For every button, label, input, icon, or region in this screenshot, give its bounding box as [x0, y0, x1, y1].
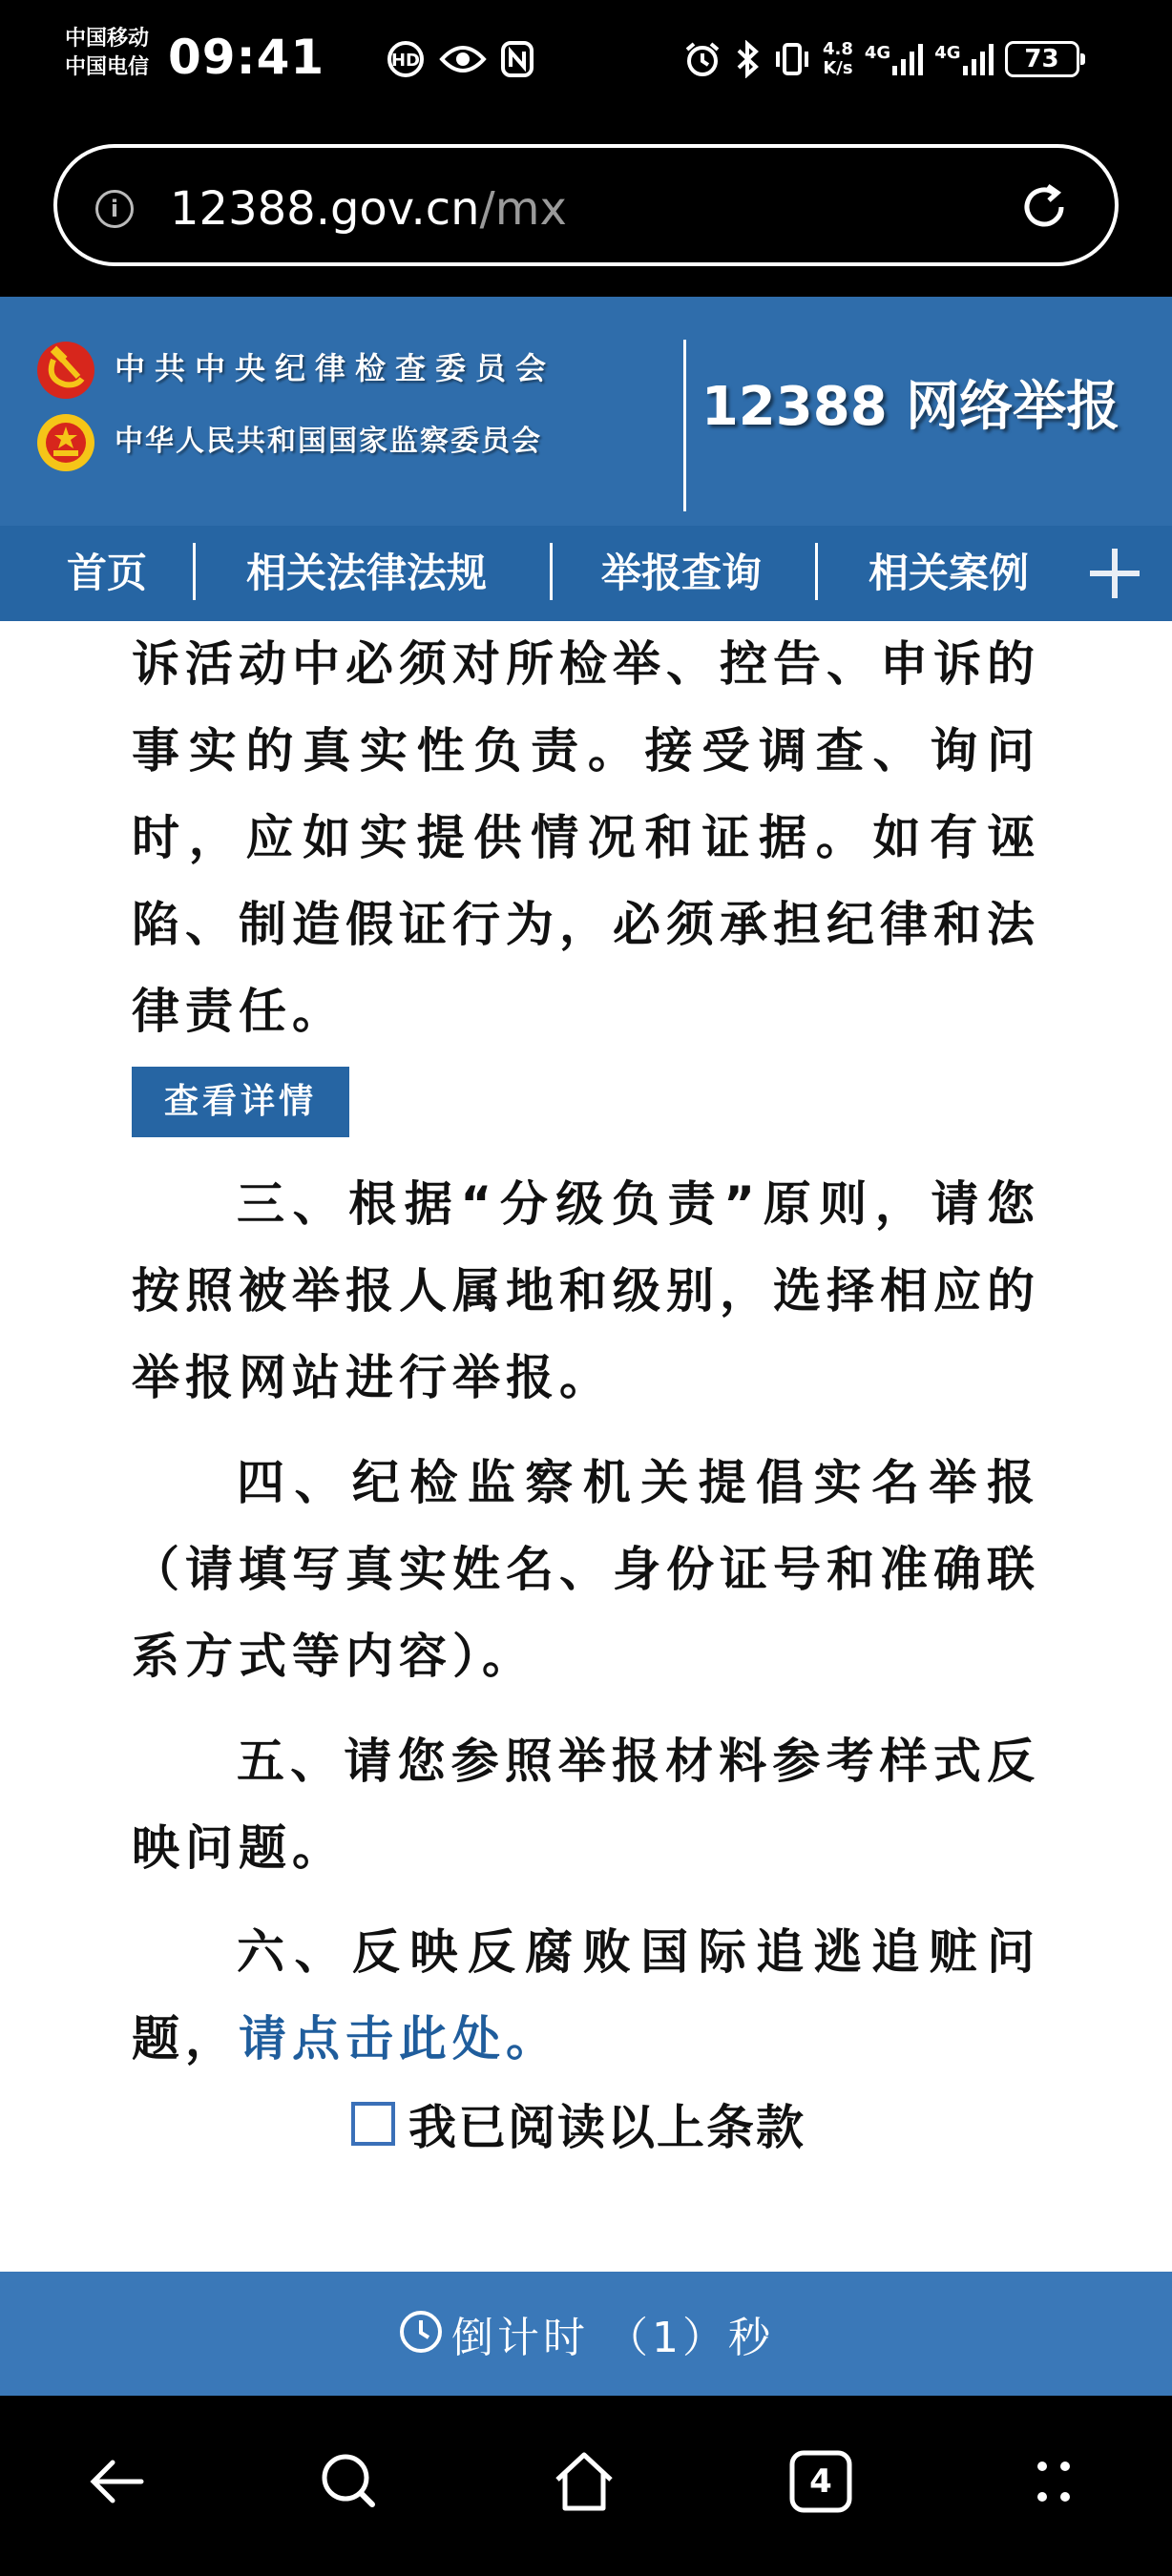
battery-level: 73 — [1024, 45, 1059, 73]
international-fugitive-link[interactable]: 请点击此处。 — [239, 2011, 559, 2067]
nfc-icon — [500, 40, 534, 78]
national-emblem-icon — [34, 411, 97, 478]
tabs-count: 4 — [809, 2462, 832, 2501]
org-name-nsc: 中华人民共和国国家监察委员会 — [115, 425, 542, 458]
countdown-button[interactable] — [0, 2272, 1172, 2396]
terms-paragraph-continued: 诉活动中必须对所检举、控告、申诉的事实的真实性负责。接受调查、询问时，应如实提供情况和证据。如有诬陷、制造假证行为，必须承担纪律和法律责任。 — [132, 636, 1040, 1039]
header-divider — [683, 340, 686, 511]
net-speed-value: 4.8 — [823, 39, 853, 59]
url-path: /mx — [479, 182, 567, 236]
terms-paragraph-6-text: 六、反映反腐败国际追逃追赃问题， — [132, 1924, 1040, 2067]
nav-separator — [550, 543, 553, 600]
agree-checkbox[interactable] — [351, 2102, 395, 2146]
battery-icon — [1005, 41, 1079, 77]
home-icon[interactable] — [536, 2434, 632, 2529]
carrier-labels — [65, 25, 149, 82]
more-icon[interactable] — [1006, 2434, 1101, 2529]
hd-call-icon — [386, 39, 426, 79]
agree-row[interactable] — [351, 2090, 806, 2157]
vibrate-icon — [773, 40, 811, 78]
terms-paragraph-6 — [132, 1909, 1040, 2083]
status-icons-right — [683, 29, 1079, 90]
agree-label[interactable]: 我已阅读以上条款 — [408, 2100, 806, 2155]
nav-more-plus-icon[interactable] — [1090, 549, 1140, 598]
url-domain: 12388.gov.cn — [170, 182, 480, 236]
carrier-1: 中国移动 — [65, 27, 150, 51]
signal-icon-2 — [963, 43, 994, 75]
status-bar — [0, 0, 1172, 119]
signal-1 — [865, 43, 923, 75]
search-icon[interactable] — [302, 2434, 397, 2529]
svg-text:HD: HD — [390, 51, 421, 71]
terms-paragraph-4: 四、纪检监察机关提倡实名举报（请填写真实姓名、身份证号和准确联系方式等内容）。 — [132, 1455, 1040, 1684]
reload-icon[interactable] — [1015, 178, 1073, 239]
alarm-icon — [683, 40, 722, 78]
net-speed-unit: K/s — [823, 58, 853, 78]
url-field[interactable] — [53, 144, 1119, 266]
bluetooth-icon — [733, 40, 762, 78]
nav-item-report-query[interactable]: 举报查询 — [601, 550, 763, 596]
terms-paragraph-3: 三、根据“分级负责”原则，请您按照被举报人属地和级别，选择相应的举报网站进行举报。 — [132, 1176, 1040, 1405]
status-icons-left — [386, 38, 534, 80]
browser-bottom-nav — [0, 2396, 1172, 2576]
main-nav — [0, 526, 1172, 621]
eye-icon — [439, 42, 487, 76]
clock-icon — [398, 2309, 444, 2358]
nav-item-cases[interactable]: 相关案例 — [869, 550, 1030, 596]
browser-address-bar — [0, 119, 1172, 297]
countdown-label: 倒计时 （1）秒 — [451, 2314, 774, 2362]
net-speed — [823, 40, 853, 78]
site-brand[interactable]: 12388 网络举报 — [701, 376, 1120, 438]
party-emblem-icon — [34, 339, 97, 405]
url-text[interactable] — [170, 182, 567, 236]
signal-2 — [934, 43, 993, 75]
org-name-ccdi: 中共中央纪律检查委员会 — [115, 350, 556, 386]
nav-item-laws[interactable]: 相关法律法规 — [246, 550, 488, 596]
back-icon[interactable] — [69, 2434, 164, 2529]
nav-separator — [193, 543, 196, 600]
site-header — [0, 297, 1172, 526]
info-icon[interactable]: i — [95, 190, 134, 228]
tabs-icon[interactable] — [773, 2434, 869, 2529]
network-type-1: 4G — [864, 43, 891, 63]
network-type-2: 4G — [934, 43, 961, 63]
nav-item-home[interactable]: 首页 — [67, 550, 148, 596]
signal-icon — [892, 43, 923, 75]
carrier-2: 中国电信 — [65, 55, 150, 79]
terms-paragraph-5: 五、请您参照举报材料参考样式反映问题。 — [132, 1734, 1040, 1876]
nav-separator — [815, 543, 818, 600]
status-time: 09:41 — [168, 30, 325, 85]
view-details-button[interactable]: 查看详情 — [132, 1067, 349, 1137]
